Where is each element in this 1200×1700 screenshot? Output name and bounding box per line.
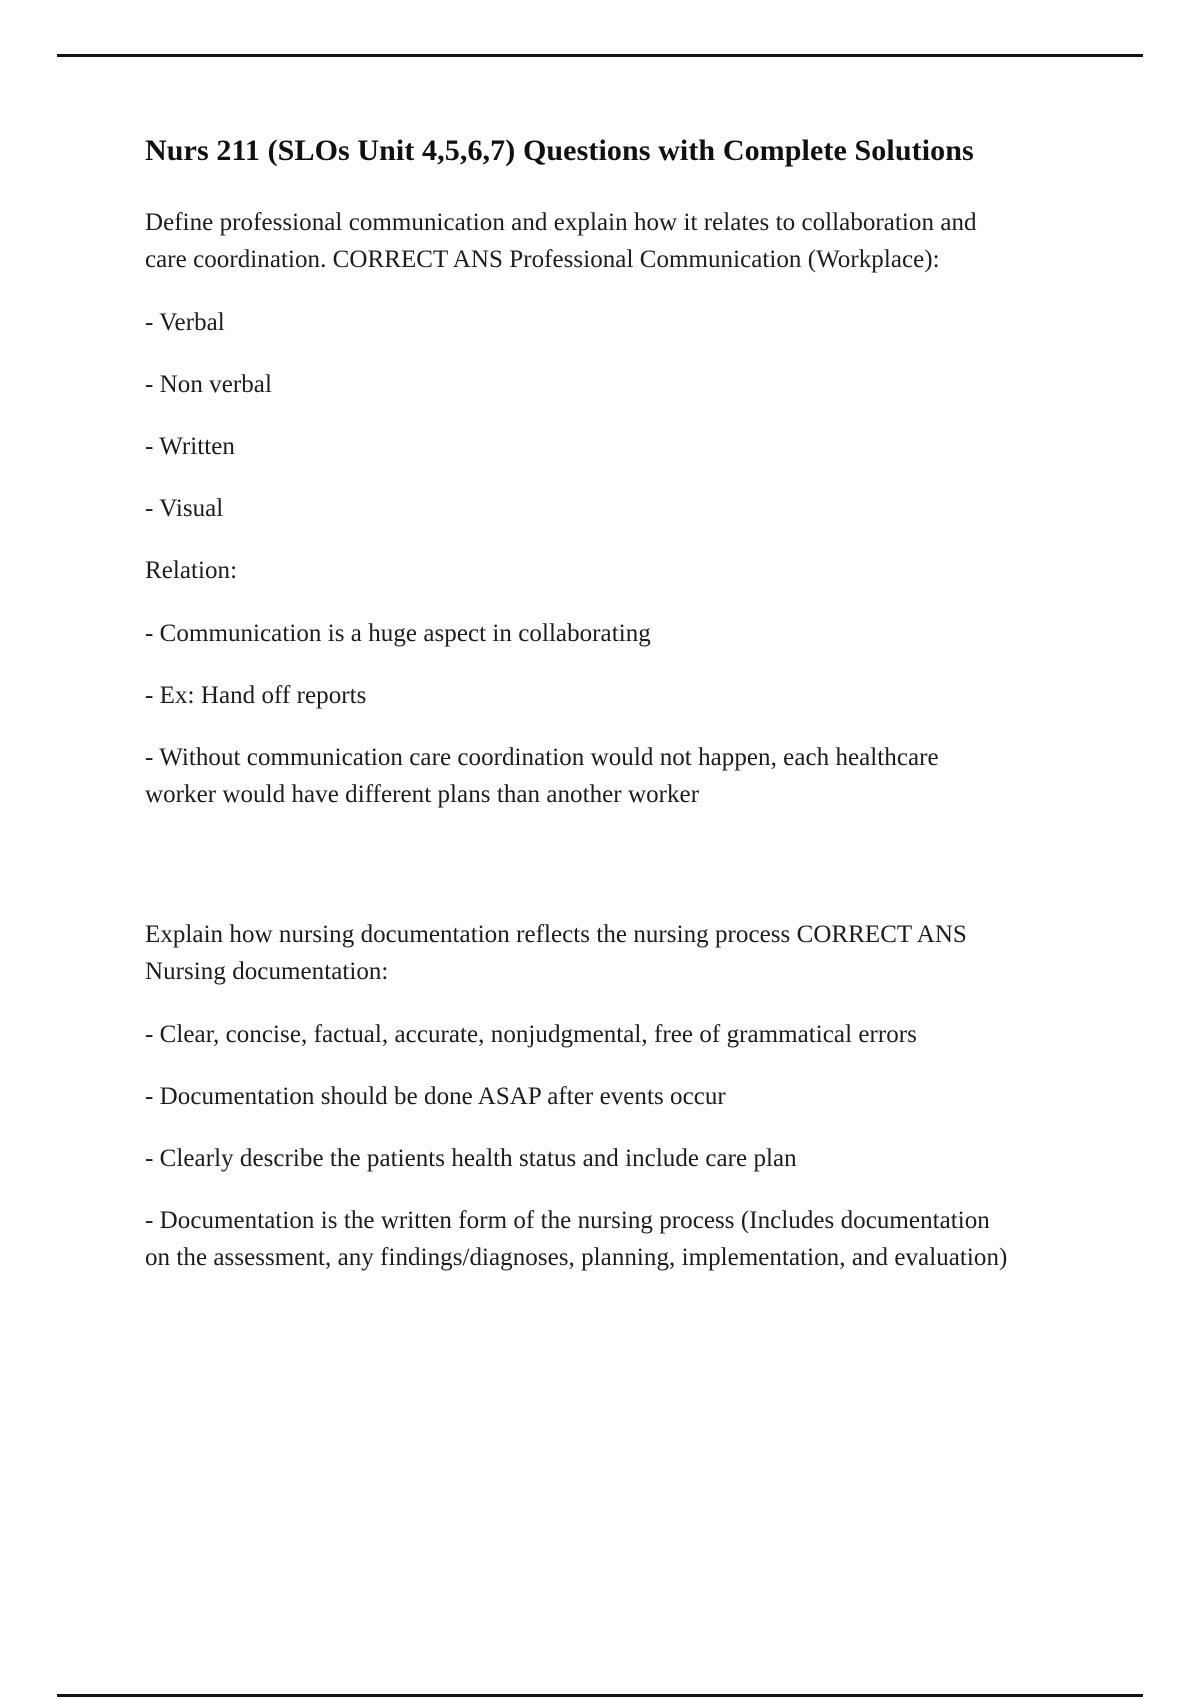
section-nursing-documentation (145, 916, 1015, 1276)
list-item: - Clearly describe the patients health status and include care plan (145, 1144, 797, 1172)
subheading-relation: Relation: (145, 556, 238, 584)
document-content (145, 128, 1015, 1276)
list-item: - Communication is a huge aspect in collaborating (145, 619, 651, 647)
page-title: Nurs 211 (SLOs Unit 4,5,6,7) Questions with Complete Solutions (145, 134, 974, 167)
list-item: - Without communication care coordination would not happen, each healthcare worker would have different plans than another worker (145, 743, 939, 808)
question-text: Explain how nursing documentation reflects the nursing process CORRECT ANS Nursing documentation: (145, 920, 967, 985)
question-text: Define professional communication and explain how it relates to collaboration and care coordination. CORRECT ANS Professional Communication (Workplace): (145, 208, 977, 273)
list-item: - Clear, concise, factual, accurate, nonjudgmental, free of grammatical errors (145, 1020, 917, 1048)
section-professional-communication (145, 204, 1015, 813)
list-item: - Verbal (145, 308, 225, 336)
section-spacer (145, 838, 1015, 916)
list-item: - Ex: Hand off reports (145, 681, 367, 709)
list-item: - Non verbal (145, 370, 272, 398)
top-horizontal-rule (57, 54, 1143, 57)
list-item: - Written (145, 432, 235, 460)
bottom-horizontal-rule (57, 1694, 1143, 1697)
list-item: - Documentation is the written form of the nursing process (Includes documentation on the assessment, any findings/diagnoses, planning, implementation, and evaluation) (145, 1206, 1008, 1271)
list-item: - Visual (145, 494, 224, 522)
list-item: - Documentation should be done ASAP after events occur (145, 1082, 726, 1110)
